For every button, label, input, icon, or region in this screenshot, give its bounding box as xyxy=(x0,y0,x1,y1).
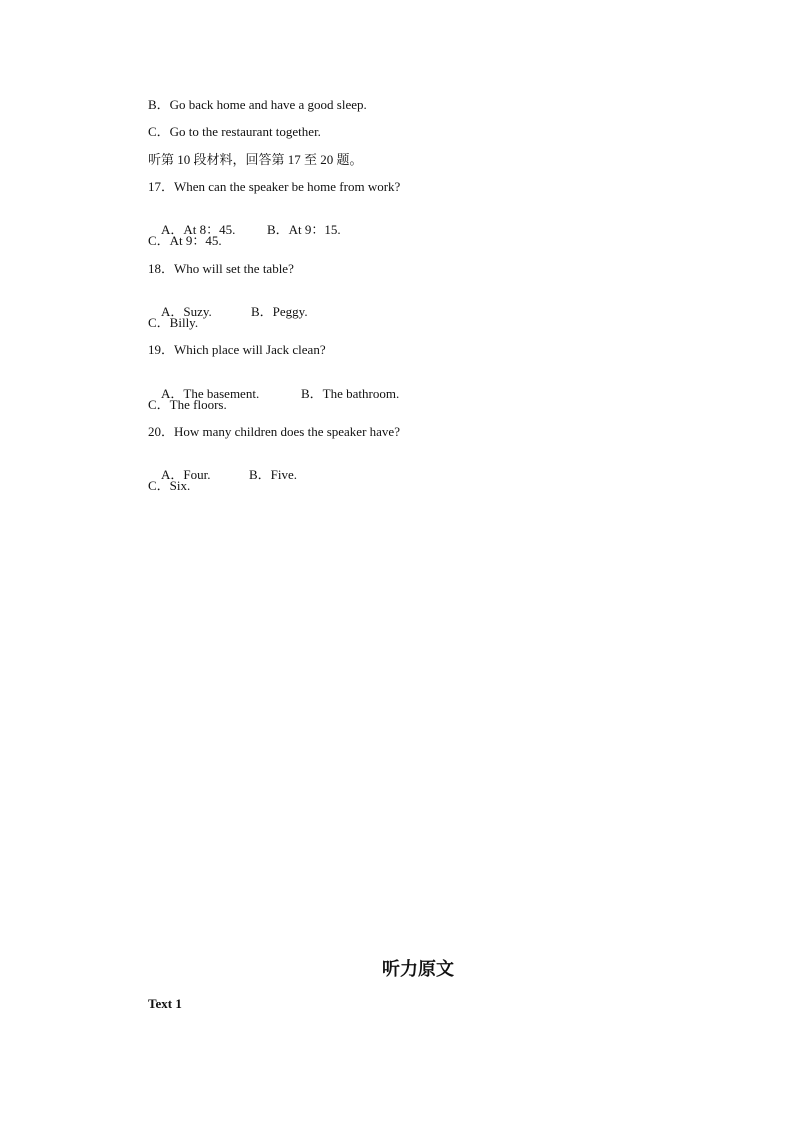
option-c: C．Billy. xyxy=(148,315,199,330)
option-a: A．At 8：45. xyxy=(161,222,236,237)
option-b: B．Five. xyxy=(249,467,298,482)
question-19: 19．Which place will Jack clean? xyxy=(148,342,326,357)
section-heading: 听力原文 xyxy=(382,959,454,980)
question-20: 20．How many children does the speaker have? xyxy=(148,424,400,439)
question-18: 18．Who will set the table? xyxy=(148,261,294,276)
option-line: C．Go to the restaurant together. xyxy=(148,124,321,139)
option-c: C．Six. xyxy=(148,478,191,493)
option-c: C．The floors. xyxy=(148,397,227,412)
question-17: 17．When can the speaker be home from work? xyxy=(148,179,401,194)
option-b: B．The bathroom. xyxy=(301,386,400,401)
option-a: A．Suzy. xyxy=(161,304,212,319)
instruction-line: 听第 10 段材料，回答第 17 至 20 题。 xyxy=(148,152,363,167)
option-b: B．At 9：15. xyxy=(267,222,341,237)
option-a: A．The basement. xyxy=(161,386,260,401)
option-a: A．Four. xyxy=(161,467,211,482)
option-c: C．At 9：45. xyxy=(148,233,222,248)
text-label: Text 1 xyxy=(148,996,182,1011)
option-b: B．Peggy. xyxy=(251,304,308,319)
option-line: B．Go back home and have a good sleep. xyxy=(148,97,367,112)
